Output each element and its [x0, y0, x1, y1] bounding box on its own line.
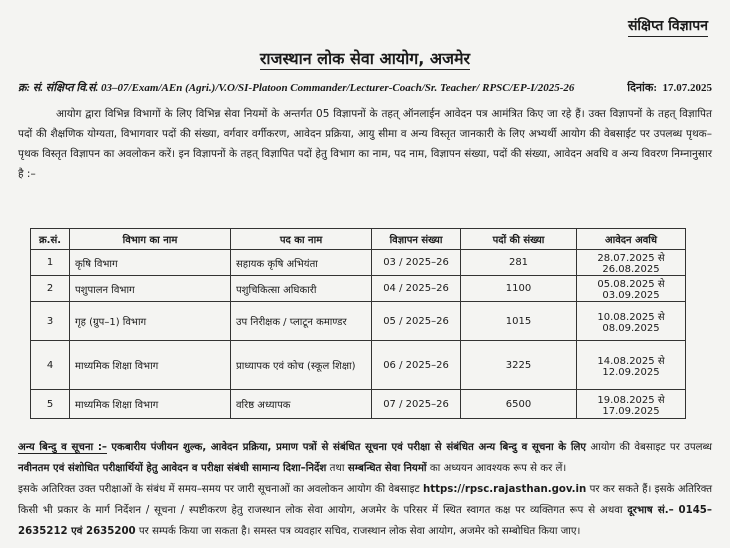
cell-post: उप निरीक्षक / प्लाटून कमाण्डर — [231, 302, 372, 341]
table-row — [31, 341, 686, 390]
notes-text-2: तथा — [329, 463, 345, 474]
cell-period — [577, 276, 686, 302]
date-value: 17.07.2025 — [662, 82, 712, 94]
cell-post: पशुचिकित्सा अधिकारी — [231, 276, 372, 302]
cell-post: वरिष्ठ अध्यापक — [231, 390, 372, 419]
cell-adv-number: 03 / 2025–26 — [372, 250, 461, 276]
notes-text-3: का अध्ययन आवश्यक रूप से कर लें। — [429, 463, 567, 474]
intro-paragraph: आयोग द्वारा विभिन्न विभागों के लिए विभिन्न सेवा नियमों के अन्तर्गत 05 विज्ञापनों के तहत् ऑनलाईन आवेदन पत्र आमंत्रित किए जा रहे हैं। उक्त विज्ञापनों के तहत् विज्ञापित पदों की शैक्षणिक योग्यता, विभागवार पदों की संख्या, वर्गवार वर्गीकरण, आवेदन प्रक्रिया, आयु सीमा व अन्य विस्तृत जानकारी के लिए अभ्यर्थी आयोग की वेबसाईट पर उपलब्ध पृथक–पृथक विस्तृत विज्ञापन का अवलोकन करें। इन विज्ञापनों के तहत् विज्ञापित पदों हेतु विभाग का नाम, पद नाम, विज्ञापन संख्या, पदों की संख्या, आवेदन अवधि व अन्य विवरण निम्नानुसार है :– — [18, 108, 712, 180]
table-row — [31, 302, 686, 341]
table-row — [31, 276, 686, 302]
cell-post-count: 3225 — [461, 341, 577, 390]
cell-serial: 1 — [31, 250, 70, 276]
period-sep: से — [657, 311, 665, 323]
period-to: 08.09.2025 — [602, 322, 660, 334]
col-department: विभाग का नाम — [70, 229, 231, 250]
cell-adv-number: 05 / 2025–26 — [372, 302, 461, 341]
cell-serial: 3 — [31, 302, 70, 341]
col-application-period: आवेदन अवधि — [577, 229, 686, 250]
cell-period — [577, 250, 686, 276]
notes-bold-2: नवीनतम एवं संशोधित परीक्षार्थियों हेतु आवेदन व परीक्षा संबंधी सामान्य दिशा–निर्देश — [18, 463, 327, 474]
vacancy-table — [30, 228, 686, 419]
cell-period — [577, 390, 686, 419]
period-from: 10.08.2025 — [597, 311, 655, 323]
cell-post: सहायक कृषि अभियंता — [231, 250, 372, 276]
cell-period — [577, 302, 686, 341]
commission-title-text: राजस्थान लोक सेवा आयोग, अजमेर — [259, 49, 471, 68]
issue-date — [627, 80, 712, 95]
period-sep: से — [657, 355, 665, 367]
cell-department: माध्यमिक शिक्षा विभाग — [70, 341, 231, 390]
cell-serial: 5 — [31, 390, 70, 419]
reference-line — [18, 80, 712, 95]
col-post: पद का नाम — [231, 229, 372, 250]
phone-label: दूरभाष सं.– — [627, 505, 674, 516]
notes-text-4: इसके अतिरिक्त उक्त परीक्षाओं के संबंध में समय–समय पर जारी सूचनाओं का अवलोकन आयोग की वेबसाइट — [18, 484, 420, 495]
phone-number: 0145–2635212 एवं 2635200 — [18, 505, 712, 537]
period-sep: से — [657, 279, 665, 290]
col-adv-number: विज्ञापन संख्या — [372, 229, 461, 250]
date-label: दिनांक: — [627, 82, 657, 94]
cell-post-count: 1015 — [461, 302, 577, 341]
table-header-row — [31, 229, 686, 250]
cell-department: गृह (ग्रुप–1) विभाग — [70, 302, 231, 341]
notes-text-5: पर कर सकते हैं। इसके अतिरिक्त किसी भी प्रकार के मार्ग निर्देशन / सूचना / स्पष्टीकरण हेतु राजस्थान लोक सेवा आयोग, अजमेर के परिसर में स्थित स्वागत कक्ष पर व्यक्तिगत रूप से अथवा — [18, 484, 712, 516]
period-from: 28.07.2025 — [597, 253, 655, 264]
table-row — [31, 390, 686, 419]
notes-lead: अन्य बिन्दु व सूचना :– — [18, 442, 107, 453]
reference-number: क्र: सं. संक्षिप्त वि.सं. 03–07/Exam/AEn (Agri.)/V.O/SI-Platoon Commander/Lecturer-Coach/Sr. Teacher/ RPSC/EP-I/2025-26 — [18, 82, 575, 94]
col-serial: क्र.सं. — [31, 229, 70, 250]
table-row — [31, 250, 686, 276]
cell-department: पशुपालन विभाग — [70, 276, 231, 302]
notes-bold-3: सम्बन्धित सेवा नियमों — [347, 463, 427, 474]
period-to: 26.08.2025 — [602, 264, 660, 275]
cell-serial: 4 — [31, 341, 70, 390]
period-sep: से — [657, 253, 665, 264]
period-from: 14.08.2025 — [597, 355, 655, 367]
short-advertisement-tag: संक्षिप्त विज्ञापन — [628, 16, 708, 37]
cell-department: माध्यमिक शिक्षा विभाग — [70, 390, 231, 419]
cell-serial: 2 — [31, 276, 70, 302]
col-post-count: पदों की संख्या — [461, 229, 577, 250]
period-to: 17.09.2025 — [602, 405, 660, 417]
period-to: 03.09.2025 — [602, 290, 660, 301]
cell-adv-number: 06 / 2025–26 — [372, 341, 461, 390]
cell-department: कृषि विभाग — [70, 250, 231, 276]
cell-period — [577, 341, 686, 390]
cell-post-count: 1100 — [461, 276, 577, 302]
notes-text-1: आयोग की वेबसाइट पर उपलब्ध — [590, 442, 712, 453]
period-from: 19.08.2025 — [597, 394, 655, 406]
period-to: 12.09.2025 — [602, 366, 660, 378]
other-notes — [18, 437, 712, 542]
period-sep: से — [657, 394, 665, 406]
notes-bold-1: एकबारीय पंजीयन शुल्क, आवेदन प्रक्रिया, प्रमाण पत्रों से संबंधित सूचना एवं परीक्षा से संबंधित अन्य बिन्दु व सूचना के लिए — [111, 442, 587, 453]
cell-post-count: 281 — [461, 250, 577, 276]
notes-text-6: पर सम्पर्क किया जा सकता है। समस्त पत्र व्यवहार सचिव, राजस्थान लोक सेवा आयोग, अजमेर को सम्बोधित किया जाए। — [138, 526, 581, 537]
cell-adv-number: 04 / 2025–26 — [372, 276, 461, 302]
website-link[interactable]: https://rpsc.rajasthan.gov.in — [422, 484, 587, 495]
cell-adv-number: 07 / 2025–26 — [372, 390, 461, 419]
cell-post: प्राध्यापक एवं कोच (स्कूल शिक्षा) — [231, 341, 372, 390]
cell-post-count: 6500 — [461, 390, 577, 419]
commission-title — [0, 47, 730, 69]
period-from: 05.08.2025 — [597, 279, 655, 290]
